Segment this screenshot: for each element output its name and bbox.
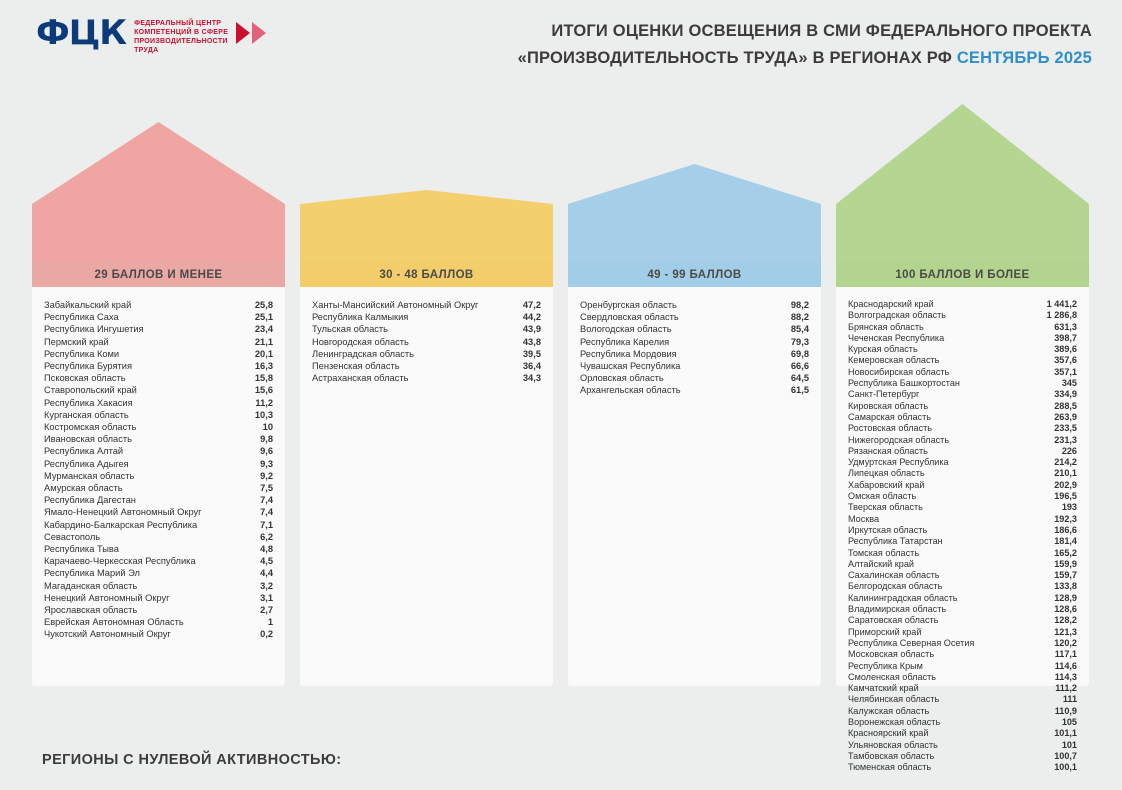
list-item: [44, 336, 273, 348]
region-name: Ульяновская область: [848, 739, 938, 750]
region-score: 110,9: [1054, 705, 1077, 716]
group-label-band: 49 - 99 БАЛЛОВ: [568, 262, 821, 287]
region-name: Орловская область: [580, 373, 664, 384]
region-name: Волгоградская область: [848, 310, 947, 321]
region-score: 105: [1061, 716, 1077, 727]
region-name: Московская область: [848, 649, 935, 660]
region-score: 79,3: [790, 336, 809, 347]
region-name: Еврейская Автономная Область: [44, 617, 184, 628]
region-score: 88,2: [790, 312, 809, 323]
list-item: [312, 360, 541, 372]
list-item: [44, 384, 273, 396]
region-name: Чукотский Автономный Округ: [44, 629, 171, 640]
region-score: 120,2: [1054, 637, 1077, 648]
list-item: [312, 348, 541, 360]
list-item: [44, 470, 273, 482]
region-name: Забайкальский край: [44, 300, 132, 310]
region-name: Курская область: [848, 344, 918, 355]
region-score: 128,2: [1054, 615, 1077, 626]
list-item: [44, 397, 273, 409]
list-item: [848, 717, 1077, 728]
region-name: Удмуртская Республика: [848, 457, 949, 468]
zero-activity-label: РЕГИОНЫ С НУЛЕВОЙ АКТИВНОСТЬЮ:: [42, 752, 342, 768]
list-item: [848, 683, 1077, 694]
region-score: 7,4: [260, 495, 273, 506]
region-name: Курганская область: [44, 409, 129, 420]
region-score: 1 441,2: [1046, 299, 1077, 309]
region-score: 117,1: [1054, 649, 1077, 660]
region-score: 43,9: [522, 324, 541, 335]
roof-shape: [32, 122, 285, 262]
region-name: Республика Хакасия: [44, 397, 133, 408]
region-score: 85,4: [790, 324, 809, 335]
roof-shape: [836, 104, 1089, 262]
region-name: Пензенская область: [312, 361, 400, 372]
region-score: 133,8: [1054, 581, 1077, 592]
region-score: 192,3: [1054, 513, 1077, 524]
region-score: 114,3: [1054, 671, 1077, 682]
region-score: 214,2: [1054, 457, 1077, 468]
list-item: [848, 457, 1077, 468]
list-item: [580, 372, 809, 384]
list-item: [44, 531, 273, 543]
list-item: [848, 401, 1077, 412]
region-score: 61,5: [790, 385, 809, 396]
list-item: [44, 494, 273, 506]
region-name: Хабаровский край: [848, 479, 925, 490]
list-item: [44, 323, 273, 335]
region-score: 631,3: [1054, 321, 1077, 332]
list-item: [848, 581, 1077, 592]
list-item: [848, 627, 1077, 638]
list-item: [44, 506, 273, 518]
list-item: [312, 372, 541, 384]
region-name: Кемеровская область: [848, 355, 940, 366]
list-item: [848, 502, 1077, 513]
list-item: [848, 299, 1077, 310]
region-score: 44,2: [522, 312, 541, 323]
list-item: [848, 423, 1077, 434]
region-name: Вологодская область: [580, 324, 672, 335]
region-name: Новгородская область: [312, 336, 409, 347]
region-name: Республика Крым: [848, 660, 923, 671]
region-score: 9,2: [260, 470, 273, 481]
list-item: [848, 740, 1077, 751]
list-item: [848, 661, 1077, 672]
region-score: 357,1: [1054, 366, 1077, 377]
region-score: 111: [1062, 694, 1077, 705]
region-score: 101,1: [1054, 728, 1077, 739]
list-item: [848, 604, 1077, 615]
region-score: 186,6: [1054, 524, 1077, 535]
title-line-1: ИТОГИ ОЦЕНКИ ОСВЕЩЕНИЯ В СМИ ФЕДЕРАЛЬНОГО ПРОЕКТА: [551, 22, 1092, 40]
region-score: 25,1: [254, 312, 273, 323]
region-name: Костромская область: [44, 422, 137, 433]
region-name: Республика Карелия: [580, 336, 670, 347]
region-score: 34,3: [522, 373, 541, 384]
list-item: [580, 323, 809, 335]
region-score: 9,6: [260, 446, 273, 457]
list-item: [580, 299, 809, 311]
region-score: 202,9: [1054, 479, 1077, 490]
region-name: Ярославская область: [44, 605, 138, 616]
list-item: [848, 728, 1077, 739]
list-item: [44, 543, 273, 555]
list-item: [848, 694, 1077, 705]
region-name: Сахалинская область: [848, 570, 940, 581]
list-item: [848, 615, 1077, 626]
list-item: [44, 299, 273, 311]
region-name: Чеченская Республика: [848, 332, 945, 343]
region-score: 64,5: [790, 373, 809, 384]
region-score: 69,8: [790, 348, 809, 359]
region-score: 23,4: [254, 324, 273, 335]
region-score: 165,2: [1054, 547, 1077, 558]
list-item: [44, 482, 273, 494]
logo: [36, 13, 266, 55]
list-item: [848, 310, 1077, 321]
region-score: 20,1: [254, 348, 273, 359]
region-name: Тверская область: [848, 502, 923, 513]
region-score: 10,3: [254, 409, 273, 420]
region-score: 398,7: [1054, 332, 1077, 343]
region-score: 0,2: [260, 629, 273, 640]
list-item: [848, 751, 1077, 762]
region-score: 389,6: [1054, 344, 1077, 355]
list-item: [848, 706, 1077, 717]
logo-text: ФЕДЕРАЛЬНЫЙ ЦЕНТР КОМПЕТЕНЦИЙ В СФЕРЕ ПРОИЗВОДИТЕЛЬНОСТИ ТРУДА: [134, 20, 229, 54]
list-item: [44, 348, 273, 360]
list-item: [44, 445, 273, 457]
region-name: Тамбовская область: [848, 750, 935, 761]
region-name: Алтайский край: [848, 558, 914, 569]
list-item: [44, 311, 273, 323]
region-name: Республика Ингушетия: [44, 324, 144, 335]
region-name: Белгородская область: [848, 581, 943, 592]
region-name: Свердловская область: [580, 312, 679, 323]
list-item: [44, 372, 273, 384]
region-score: 7,1: [260, 519, 273, 530]
region-name: Саратовская область: [848, 615, 939, 626]
list-item: [848, 435, 1077, 446]
score-group-0: [32, 122, 285, 686]
region-name: Республика Алтай: [44, 446, 124, 457]
region-name: Воронежская область: [848, 716, 941, 727]
region-name: Брянская область: [848, 321, 924, 332]
title-line-2: «ПРОИЗВОДИТЕЛЬНОСТЬ ТРУДА» В РЕГИОНАХ РФ: [517, 49, 957, 67]
list-item: [848, 412, 1077, 423]
region-name: Краснодарский край: [848, 299, 934, 309]
region-score: 3,2: [260, 580, 273, 591]
logo-mark: ФЦК: [36, 13, 127, 53]
region-score: 98,2: [790, 300, 809, 310]
list-item: [848, 762, 1077, 773]
region-score: 39,5: [522, 348, 541, 359]
region-name: Пермский край: [44, 336, 109, 347]
group-label-band: 30 - 48 БАЛЛОВ: [300, 262, 553, 287]
region-score: 181,4: [1054, 536, 1077, 547]
page-header: [0, 0, 1122, 92]
list-item: [44, 519, 273, 531]
region-name: Тюменская область: [848, 762, 932, 773]
region-name: Тульская область: [312, 324, 388, 335]
region-name: Карачаево-Черкесская Республика: [44, 556, 196, 567]
region-name: Липецкая область: [848, 468, 925, 479]
region-score: 111,2: [1055, 683, 1077, 694]
region-score: 25,8: [254, 300, 273, 310]
region-name: Астраханская область: [312, 373, 409, 384]
region-name: Кабардино-Балкарская Республика: [44, 519, 198, 530]
region-name: Ставропольский край: [44, 385, 137, 396]
region-name: Санкт-Петербург: [848, 389, 920, 400]
list-item: [848, 344, 1077, 355]
region-score: 3,1: [260, 592, 273, 603]
arrow-icon-secondary: [252, 22, 266, 44]
region-score: 2,7: [260, 605, 273, 616]
region-name: Республика Северная Осетия: [848, 637, 975, 648]
list-item: [848, 446, 1077, 457]
title-period: СЕНТЯБРЬ 2025: [956, 49, 1092, 67]
region-score: 15,8: [254, 373, 273, 384]
group-list: [300, 287, 553, 686]
region-score: 6,2: [260, 531, 273, 542]
list-item: [848, 649, 1077, 660]
list-item: [848, 480, 1077, 491]
list-item: [848, 333, 1077, 344]
region-name: Москва: [848, 513, 880, 524]
arrow-icon: [236, 22, 250, 44]
region-name: Калининградская область: [848, 592, 958, 603]
roof-shape: [568, 164, 821, 262]
region-score: 128,6: [1054, 604, 1077, 615]
list-item: [848, 491, 1077, 502]
list-item: [312, 336, 541, 348]
region-score: 11,2: [255, 397, 273, 408]
region-name: Калужская область: [848, 705, 930, 716]
region-score: 4,8: [260, 544, 273, 555]
page-title: [392, 18, 1092, 72]
list-item: [44, 421, 273, 433]
region-score: 1 286,8: [1046, 310, 1077, 321]
group-list: [836, 287, 1089, 773]
region-score: 231,3: [1054, 434, 1077, 445]
region-name: Амурская область: [44, 483, 123, 494]
region-name: Севастополь: [44, 531, 101, 542]
list-item: [848, 559, 1077, 570]
region-name: Камчатский край: [848, 683, 919, 694]
list-item: [848, 468, 1077, 479]
region-score: 66,6: [790, 361, 809, 372]
region-score: 193: [1061, 502, 1077, 513]
region-name: Приморский край: [848, 626, 922, 637]
region-score: 128,9: [1054, 592, 1077, 603]
region-name: Республика Башкортостан: [848, 378, 960, 389]
region-name: Республика Калмыкия: [312, 312, 409, 323]
list-item: [44, 567, 273, 579]
region-score: 114,6: [1054, 660, 1077, 671]
region-name: Ненецкий Автономный Округ: [44, 592, 170, 603]
list-item: [44, 592, 273, 604]
score-group-1: [300, 190, 553, 686]
region-score: 210,1: [1054, 468, 1077, 479]
list-item: [580, 311, 809, 323]
region-score: 4,5: [260, 556, 273, 567]
list-item: [848, 389, 1077, 400]
list-item: [580, 384, 809, 396]
list-item: [44, 580, 273, 592]
list-item: [848, 548, 1077, 559]
region-score: 288,5: [1054, 400, 1077, 411]
region-name: Республика Адыгея: [44, 458, 129, 469]
list-item: [312, 323, 541, 335]
region-name: Челябинская область: [848, 694, 940, 705]
region-name: Республика Дагестан: [44, 495, 136, 506]
region-score: 159,7: [1054, 570, 1077, 581]
region-score: 357,6: [1054, 355, 1077, 366]
region-name: Нижегородская область: [848, 434, 950, 445]
region-name: Магаданская область: [44, 580, 138, 591]
score-group-3: [836, 104, 1089, 773]
region-name: Ленинградская область: [312, 348, 415, 359]
region-score: 9,3: [260, 458, 273, 469]
region-score: 4,4: [260, 568, 273, 579]
group-label-band: 29 БАЛЛОВ И МЕНЕЕ: [32, 262, 285, 287]
list-item: [580, 360, 809, 372]
region-name: Ростовская область: [848, 423, 933, 434]
region-name: Республика Бурятия: [44, 361, 132, 372]
region-name: Республика Тыва: [44, 544, 119, 555]
region-score: 100,7: [1054, 750, 1077, 761]
list-item: [44, 628, 273, 640]
region-score: 9,8: [260, 434, 273, 445]
list-item: [848, 322, 1077, 333]
region-score: 7,4: [260, 507, 273, 518]
list-item: [312, 299, 541, 311]
list-item: [848, 570, 1077, 581]
list-item: [44, 616, 273, 628]
region-score: 334,9: [1054, 389, 1077, 400]
region-name: Смоленская область: [848, 671, 936, 682]
region-score: 345: [1061, 378, 1077, 389]
region-score: 21,1: [254, 336, 273, 347]
region-score: 16,3: [254, 361, 273, 372]
list-item: [848, 378, 1077, 389]
region-name: Республика Татарстан: [848, 536, 943, 547]
region-score: 47,2: [522, 300, 541, 310]
list-item: [848, 514, 1077, 525]
region-name: Республика Саха: [44, 312, 119, 323]
list-item: [44, 555, 273, 567]
score-group-2: [568, 164, 821, 686]
region-name: Оренбургская область: [580, 300, 677, 310]
list-item: [848, 525, 1077, 536]
list-item: [44, 604, 273, 616]
region-name: Республика Марий Эл: [44, 568, 140, 579]
region-name: Иркутская область: [848, 524, 928, 535]
group-list: [568, 287, 821, 686]
region-name: Мурманская область: [44, 470, 135, 481]
list-item: [848, 536, 1077, 547]
list-item: [848, 355, 1077, 366]
region-name: Самарская область: [848, 411, 931, 422]
group-label-band: 100 БАЛЛОВ И БОЛЕЕ: [836, 262, 1089, 287]
region-name: Ивановская область: [44, 434, 132, 445]
region-score: 43,8: [522, 336, 541, 347]
region-name: Омская область: [848, 491, 917, 502]
region-score: 159,9: [1054, 558, 1077, 569]
region-score: 7,5: [260, 483, 273, 494]
region-score: 233,5: [1054, 423, 1077, 434]
region-score: 121,3: [1054, 626, 1077, 637]
list-item: [44, 409, 273, 421]
region-name: Чувашская Республика: [580, 361, 681, 372]
region-score: 1: [267, 617, 273, 628]
region-name: Кировская область: [848, 400, 929, 411]
list-item: [44, 360, 273, 372]
region-score: 263,9: [1054, 411, 1077, 422]
list-item: [848, 638, 1077, 649]
region-score: 196,5: [1054, 491, 1077, 502]
region-name: Архангельская область: [580, 385, 681, 396]
region-name: Ханты-Мансийский Автономный Округ: [312, 300, 479, 310]
region-name: Рязанская область: [848, 445, 928, 456]
list-item: [848, 593, 1077, 604]
region-name: Красноярский край: [848, 728, 929, 739]
list-item: [44, 458, 273, 470]
region-name: Томская область: [848, 547, 920, 558]
region-name: Ямало-Ненецкий Автономный Округ: [44, 507, 202, 518]
roof-shape: [300, 190, 553, 262]
list-item: [580, 348, 809, 360]
region-name: Республика Коми: [44, 348, 120, 359]
list-item: [312, 311, 541, 323]
region-score: 10: [262, 422, 273, 433]
list-item: [848, 367, 1077, 378]
list-item: [44, 433, 273, 445]
region-score: 100,1: [1054, 762, 1077, 773]
list-item: [848, 672, 1077, 683]
region-name: Новосибирская область: [848, 366, 950, 377]
list-item: [580, 336, 809, 348]
region-name: Республика Мордовия: [580, 348, 677, 359]
region-score: 226: [1061, 445, 1077, 456]
region-score: 36,4: [522, 361, 541, 372]
region-score: 101: [1061, 739, 1077, 750]
region-name: Владимирская область: [848, 604, 947, 615]
region-score: 15,6: [254, 385, 273, 396]
region-name: Псковская область: [44, 373, 126, 384]
group-list: [32, 287, 285, 686]
